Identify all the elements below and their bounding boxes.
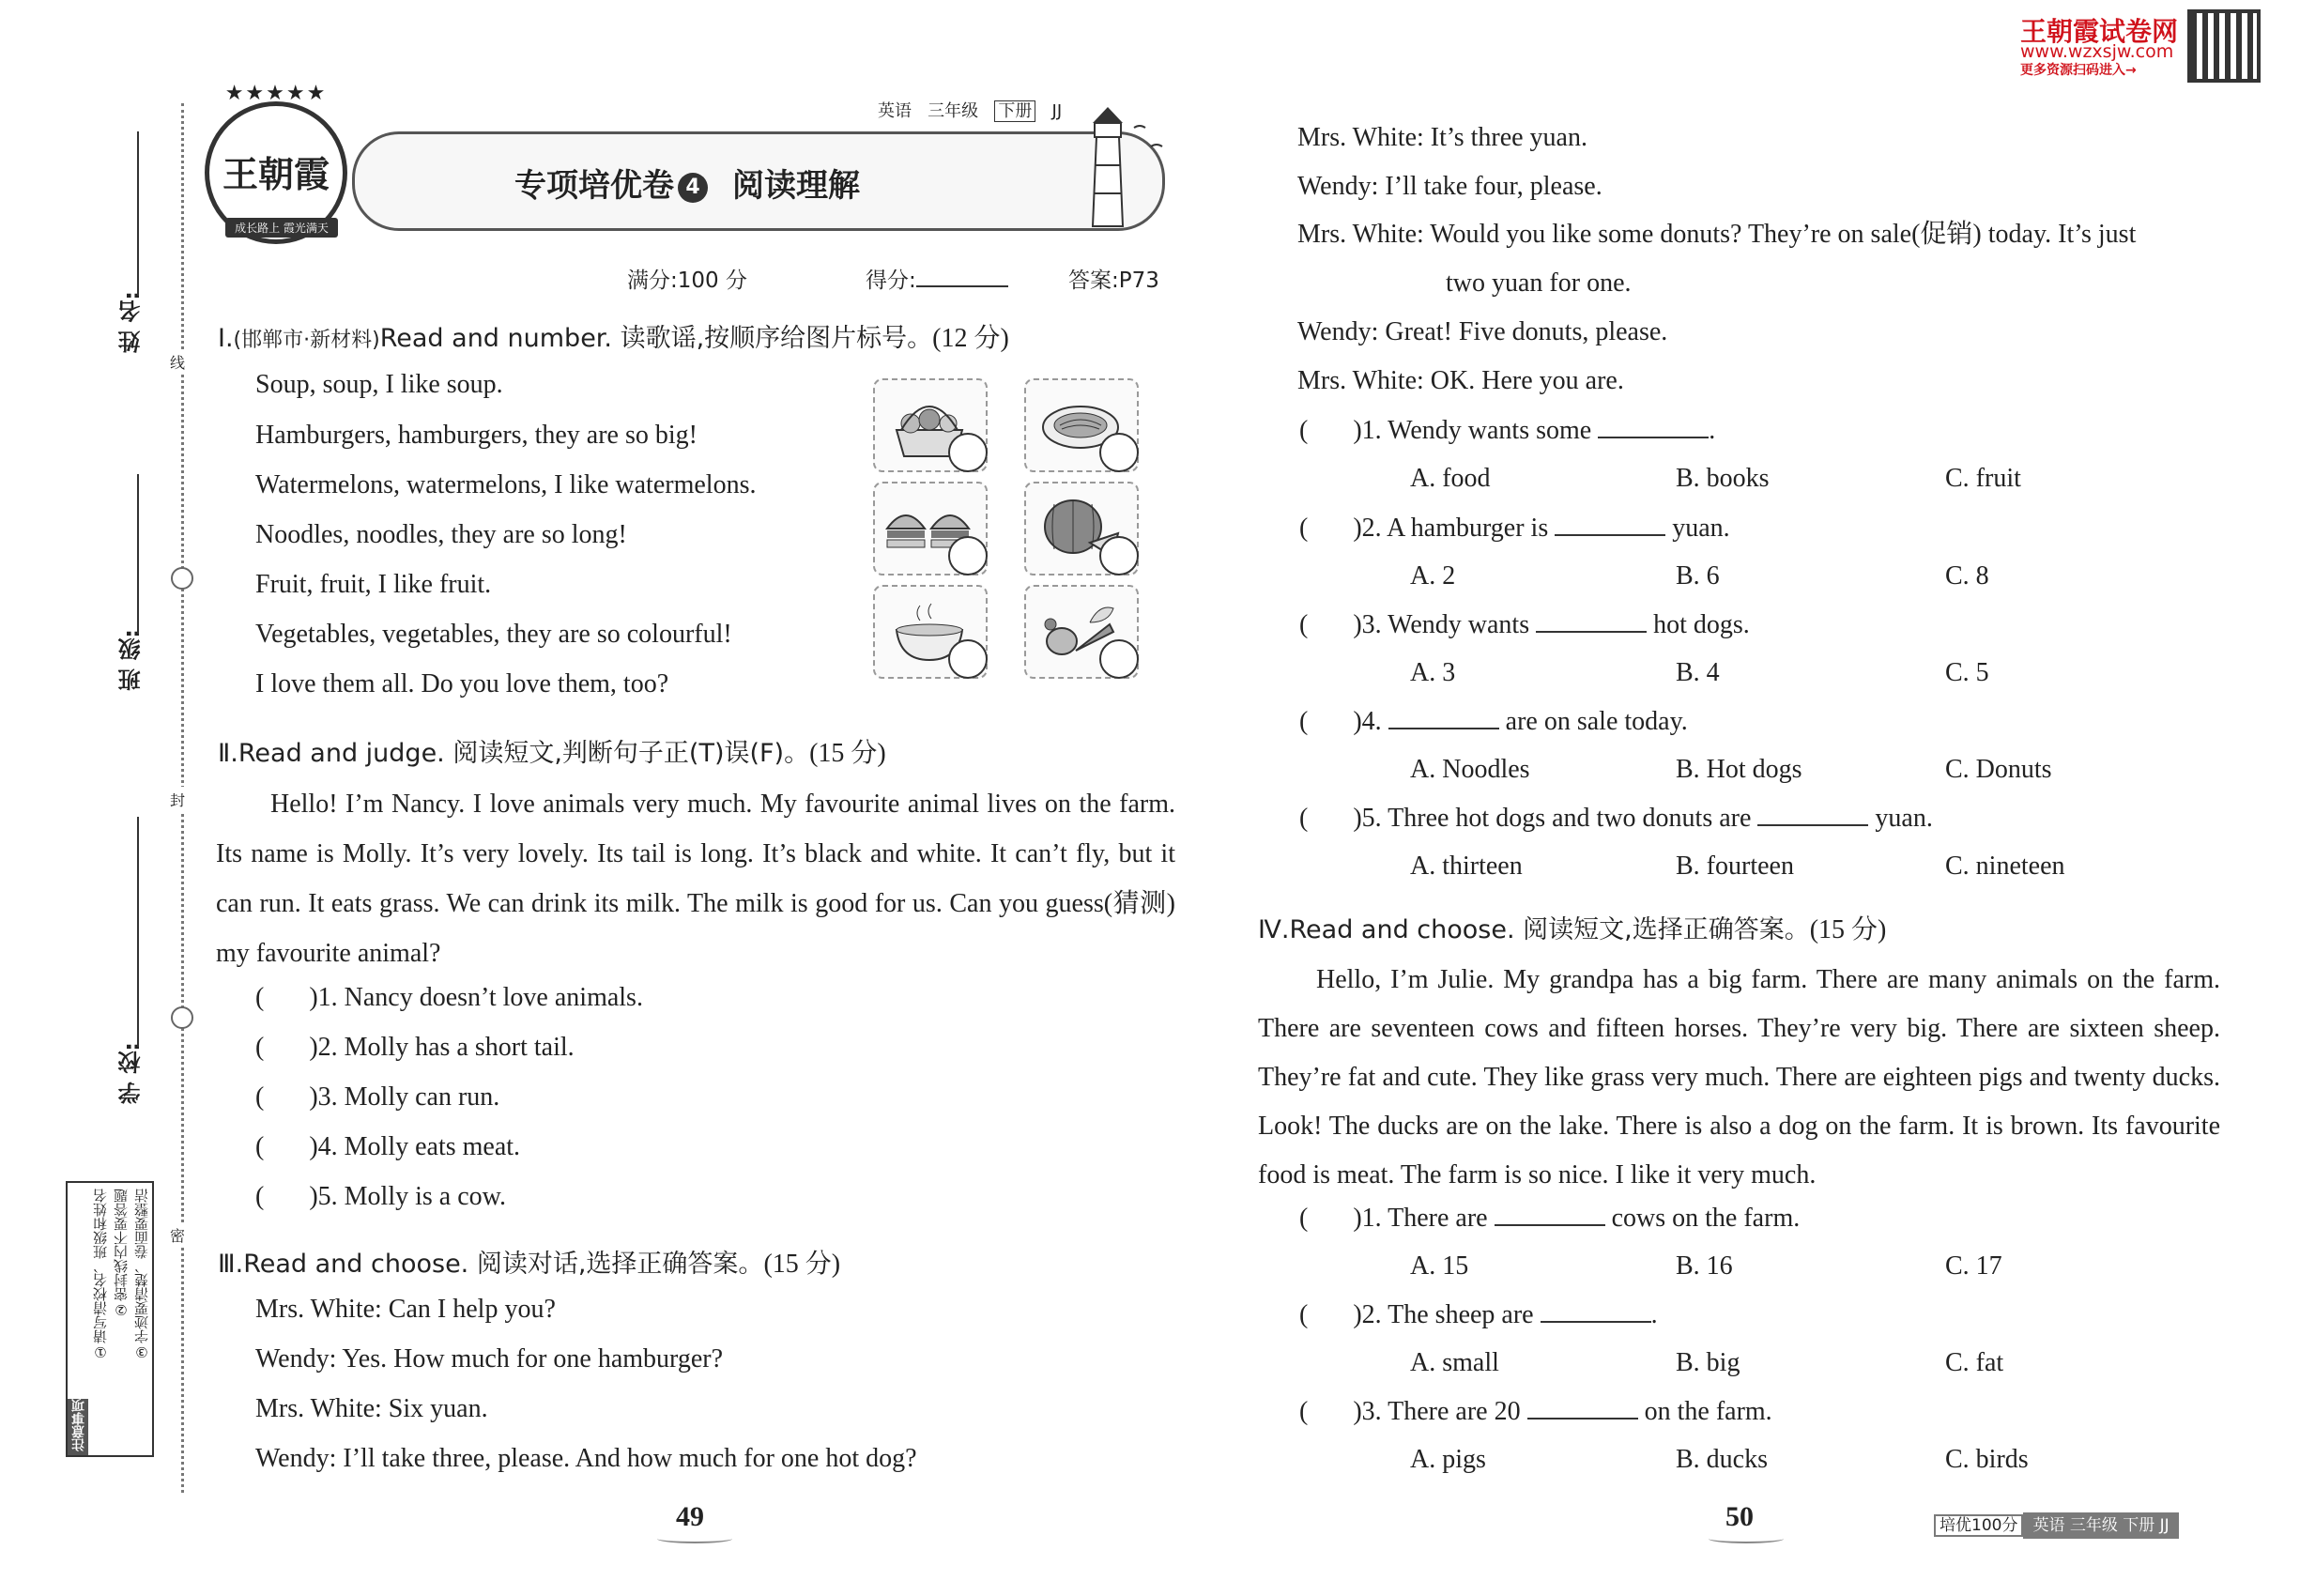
school-label: 学 校: [118,1042,145,1104]
page-title: 专项培优卷 4 阅读理解 [514,167,860,205]
dialogue-line: Mrs. White: It’s three yuan. [1297,123,1587,152]
answer-blank[interactable] [1598,414,1709,438]
answer-blank[interactable] [1495,1202,1605,1226]
option-a: A. 15 [1410,1251,1469,1281]
judge-question-5: ( )5. Molly is a cow. [255,1182,507,1211]
brand-slogan: 更多资源扫码进入→ [2020,63,2137,78]
seal-knot-icon [171,1006,193,1029]
answer-bracket[interactable]: ( [1299,416,1309,445]
option-c: C. fruit [1945,464,2021,493]
option-c: C. 8 [1945,561,1989,591]
answer-blank[interactable] [1388,705,1499,729]
section4-heading: Ⅳ.Read and choose. 阅读短文,选择正确答案。(15 分) [1258,915,1887,944]
dialogue-line: Mrs. White: Six yuan. [255,1394,488,1423]
dialogue-line: two yuan for one. [1446,269,1632,298]
school-field[interactable] [137,817,139,1047]
answer-blank[interactable] [1541,1298,1651,1323]
dialogue-line: Wendy: I’ll take four, please. [1297,172,1602,201]
dialogue-line: Mrs. White: Can I help you? [255,1295,556,1324]
choice-question-2: ( )2. A hamburger is yuan. [1299,514,1730,543]
dialogue-line: Wendy: Great! Five donuts, please. [1297,317,1668,346]
star-icon: ★★★★★ [224,82,328,105]
option-b: B. books [1676,464,1770,493]
page-number-left: 49 [676,1501,704,1532]
option-a: A. Noodles [1410,755,1530,784]
lighthouse-icon [1078,100,1181,231]
chant-line: Soup, soup, I like soup. [255,370,503,399]
answer-circle[interactable] [948,536,988,575]
answer-circle[interactable] [948,433,988,472]
title-number-badge: 4 [678,173,708,203]
option-c: C. fat [1945,1348,2004,1377]
section4-passage: Hello, I’m Julie. My grandpa has a big farm. There are many animals on the farm. There are seventeen cows and fifteen horses. They’re very big. There are sixteen sheep. They’re fat and cute. They like grass very much. There are eighteen pigs and twenty ducks. Look! The ducks are on the lake. There is also a dog on the farm. It is brown. Its favourite food is meat. The farm is so nice. I like it very much. [1258,965,2220,1189]
option-b: B. 4 [1676,658,1720,687]
answer-bracket[interactable]: ( [255,1182,265,1211]
option-b: B. fourteen [1676,852,1794,881]
answer-bracket[interactable]: ( [255,1033,265,1062]
choice-question-4: ( )4. are on sale today. [1299,707,1688,736]
answer-bracket[interactable]: ( [1299,1204,1309,1233]
score-full: 满分:100 分 [627,269,747,293]
option-a: A. 3 [1410,658,1456,687]
section2-passage: Hello! I’m Nancy. I love animals very much. My favourite animal lives on the farm. Its name is Molly. It’s very lovely. Its tail is long. It’s black and white. It can’t fly, but it can run. It eats grass. We can drink its milk. The milk is good for us. Can you guess(猜测) my favourite animal? [216,790,1175,968]
chant-line: Noodles, noodles, they are so long! [255,520,627,549]
logo-banner: 成长路上 霞光满天 [225,218,338,238]
edition: JJ [1051,101,1063,121]
chant-line: Vegetables, vegetables, they are so colourful! [255,620,732,649]
answer-circle[interactable] [1099,433,1139,472]
option-a: A. thirteen [1410,852,1523,881]
dialogue-line: Mrs. White: OK. Here you are. [1297,366,1624,395]
option-c: C. 17 [1945,1251,2002,1281]
picture-vegetables [1024,585,1139,679]
answer-bracket[interactable]: ( [255,1132,265,1161]
answer-circle[interactable] [1099,536,1139,575]
judge-question-3: ( )3. Molly can run. [255,1082,500,1112]
answer-bracket[interactable]: ( [1299,707,1309,736]
option-a: A. pigs [1410,1445,1486,1474]
option-b: B. Hot dogs [1676,755,1802,784]
answer-circle[interactable] [948,639,988,679]
choice-question-1: ( )1. There are cows on the farm. [1299,1204,1801,1233]
answer-blank[interactable] [1527,1395,1638,1420]
footer-series-tag [1934,1512,2179,1535]
dialogue-line: Wendy: I’ll take three, please. And how much for one hot dog? [255,1444,917,1473]
option-b: B. 6 [1676,561,1720,591]
answer-bracket[interactable]: ( [1299,804,1309,833]
option-c: C. birds [1945,1445,2029,1474]
score-got: 得分: [866,263,1008,294]
option-b: B. big [1676,1348,1740,1377]
option-a: A. small [1410,1348,1499,1377]
choice-question-3: ( )3. Wendy wants hot dogs. [1299,610,1750,639]
subject: 英语 [878,101,912,121]
answer-bracket[interactable]: ( [255,1082,265,1112]
judge-question-1: ( )1. Nancy doesn’t love animals. [255,983,643,1012]
answer-bracket[interactable]: ( [1299,514,1309,543]
class-label: 班 级: [118,629,145,691]
choice-question-2: ( )2. The sheep are . [1299,1300,1658,1329]
picture-soup [873,585,988,679]
option-c: C. 5 [1945,658,1989,687]
choice-question-3: ( )3. There are 20 on the farm. [1299,1397,1772,1426]
answer-circle[interactable] [1099,639,1139,679]
chant-line: I love them all. Do you love them, too? [255,669,669,698]
picture-fruit-basket [873,378,988,472]
page-number-right: 50 [1725,1501,1754,1532]
page-swoosh-icon [1709,1534,1784,1543]
picture-hamburgers [873,482,988,575]
score-blank[interactable] [916,263,1008,287]
picture-noodles [1024,378,1139,472]
page-swoosh-icon [657,1534,732,1543]
section2-heading: Ⅱ.Read and judge. 阅读短文,判断句子正(T)误(F)。(15 分) [218,739,886,768]
name-field[interactable] [137,131,139,296]
dialogue-line: Mrs. White: Would you like some donuts? They’re on sale(促销) today. It’s just [1297,220,2137,249]
answer-blank[interactable] [1757,802,1868,826]
answer-bracket[interactable]: ( [255,983,265,1012]
option-b: B. ducks [1676,1445,1768,1474]
seal-char-1: 线 [170,349,185,375]
qr-code-icon[interactable] [2187,9,2261,83]
notice-item: ②密封线内不要答题 [113,1189,130,1318]
volume: 下册 [994,100,1035,122]
brand-name: 王朝霞试卷网 [2020,16,2179,47]
notice-title-text: 注意事项 [71,1399,86,1451]
judge-question-4: ( )4. Molly eats meat. [255,1132,521,1161]
section3-heading: Ⅲ.Read and choose. 阅读对话,选择正确答案。(15 分) [218,1250,841,1279]
picture-watermelon [1024,482,1139,575]
notice-item: ③字迹要清楚、卷面要整洁 [133,1189,150,1360]
name-label: 姓 名: [118,291,145,353]
answer-blank[interactable] [1536,608,1647,633]
chant-line: Watermelons, watermelons, I like watermelons. [255,470,757,499]
choice-question-5: ( )5. Three hot dogs and two donuts are yuan. [1299,804,1933,833]
notice-box [66,1181,154,1457]
option-b: B. 16 [1676,1251,1733,1281]
grade-tag [878,98,1062,122]
notice-item: ①请写清校名、班级和姓名 [92,1189,109,1360]
class-field[interactable] [137,474,139,634]
seal-char-3: 密 [170,1222,185,1248]
chant-line: Fruit, fruit, I like fruit. [255,570,492,599]
section1-heading: Ⅰ.(邯郸市·新材料)Read and number. 读歌谣,按顺序给图片标号。(12 分) [218,324,1009,353]
answer-bracket[interactable]: ( [1299,610,1309,639]
answer-ref: 答案:P73 [1068,269,1159,293]
dialogue-line: Wendy: Yes. How much for one hamburger? [255,1344,724,1373]
chant-line: Hamburgers, hamburgers, they are so big! [255,421,698,450]
grade: 三年级 [928,101,979,121]
option-c: C. Donuts [1945,755,2052,784]
series-name: 培优100分 [1934,1514,2023,1537]
brand-url: www.wzxsjw.com [2020,41,2174,62]
option-a: A. food [1410,464,1491,493]
series-info: 英语 三年级 下册 JJ [2023,1512,2178,1539]
option-a: A. 2 [1410,561,1456,591]
judge-question-2: ( )2. Molly has a short tail. [255,1033,575,1062]
answer-blank[interactable] [1555,512,1665,536]
option-c: C. nineteen [1945,852,2065,881]
seal-knot-icon [171,567,193,590]
logo-text: 王朝霞 [222,153,330,195]
answer-bracket[interactable]: ( [1299,1300,1309,1329]
seal-char-2: 封 [170,787,185,812]
answer-bracket[interactable]: ( [1299,1397,1309,1426]
choice-question-1: ( )1. Wendy wants some . [1299,416,1716,445]
